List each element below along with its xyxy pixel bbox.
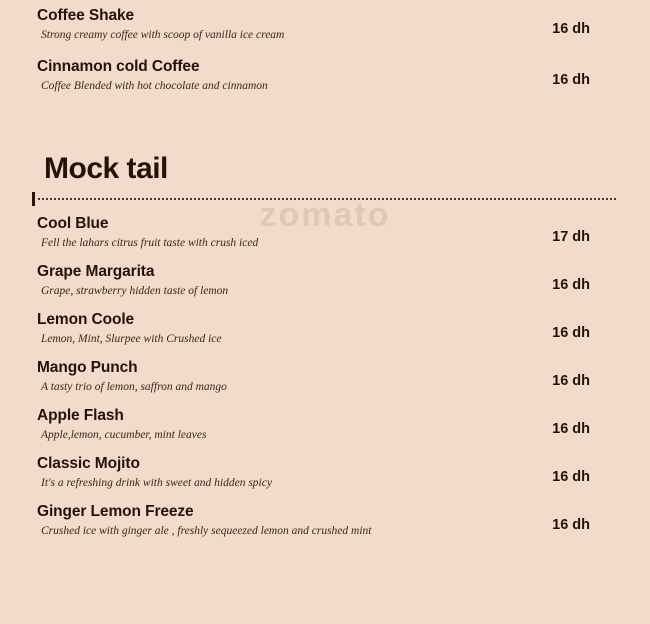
menu-item-name: Mango Punch bbox=[37, 359, 138, 376]
menu-item-description: Apple,lemon, cucumber, mint leaves bbox=[41, 429, 207, 441]
menu-item-description: Grape, strawberry hidden taste of lemon bbox=[41, 285, 229, 297]
menu-item-description: It's a refreshing drink with sweet and hidden spicy bbox=[41, 477, 272, 489]
menu-item-price: 16 dh bbox=[552, 276, 590, 293]
menu-item-price: 16 dh bbox=[552, 324, 590, 341]
menu-item-name: Coffee Shake bbox=[37, 7, 134, 24]
menu-item-row bbox=[37, 454, 618, 491]
menu-item-name: Cinnamon cold Coffee bbox=[37, 58, 200, 75]
menu-item-texts bbox=[37, 358, 552, 395]
menu-item-row bbox=[37, 502, 618, 539]
menu-item-texts bbox=[37, 57, 552, 94]
menu-item-name: Cool Blue bbox=[37, 215, 109, 232]
menu-item-price: 16 dh bbox=[552, 372, 590, 389]
menu-item-name: Classic Mojito bbox=[37, 455, 140, 472]
menu-item-description: A tasty trio of lemon, saffron and mango bbox=[41, 381, 227, 393]
menu-item-row bbox=[37, 6, 618, 43]
menu-item-texts bbox=[37, 214, 552, 251]
menu-item-description: Lemon, Mint, Slurpee with Crushed ice bbox=[41, 333, 222, 345]
menu-item-row bbox=[37, 310, 618, 347]
menu-item-texts bbox=[37, 454, 552, 491]
menu-item bbox=[32, 262, 618, 299]
menu-item-price: 16 dh bbox=[552, 516, 590, 533]
menu-item-name: Apple Flash bbox=[37, 407, 124, 424]
menu-item-name: Grape Margarita bbox=[37, 263, 155, 280]
section-gap bbox=[32, 108, 618, 152]
menu-item-price: 16 dh bbox=[552, 20, 590, 37]
menu-item bbox=[32, 6, 618, 43]
menu-item-texts bbox=[37, 406, 552, 443]
menu-item-name: Lemon Coole bbox=[37, 311, 135, 328]
menu-item-row bbox=[37, 358, 618, 395]
menu-item-description: Strong creamy coffee with scoop of vanilla ice cream bbox=[41, 29, 285, 41]
menu-item-name: Ginger Lemon Freeze bbox=[37, 503, 194, 520]
section-title-mock-tail: Mock tail bbox=[44, 152, 168, 185]
section-divider bbox=[32, 192, 618, 206]
menu-item bbox=[32, 310, 618, 347]
zomato-watermark: zomato bbox=[259, 196, 391, 234]
menu-item-row bbox=[37, 262, 618, 299]
menu-item-price: 16 dh bbox=[552, 468, 590, 485]
menu-item-description: Crushed ice with ginger ale , freshly sequeezed lemon and crushed mint bbox=[41, 525, 372, 537]
menu-item-row bbox=[37, 406, 618, 443]
divider-tick bbox=[32, 192, 35, 206]
divider-dots bbox=[38, 198, 616, 200]
menu-item-description: Fell the lahars citrus fruit taste with crush iced bbox=[41, 237, 259, 249]
menu-item bbox=[32, 57, 618, 94]
coffee-section bbox=[32, 6, 618, 94]
menu-item bbox=[32, 502, 618, 539]
menu-item-price: 17 dh bbox=[552, 228, 590, 245]
menu-item bbox=[32, 406, 618, 443]
mock-tail-section bbox=[32, 214, 618, 539]
menu-item-texts bbox=[37, 502, 552, 539]
menu-item-row bbox=[37, 57, 618, 94]
menu-item-description: Coffee Blended with hot chocolate and cinnamon bbox=[41, 80, 268, 92]
menu-item-texts bbox=[37, 262, 552, 299]
menu-item-texts bbox=[37, 310, 552, 347]
menu-item bbox=[32, 214, 618, 251]
menu-item-row bbox=[37, 214, 618, 251]
menu-item bbox=[32, 358, 618, 395]
menu-item-price: 16 dh bbox=[552, 420, 590, 437]
menu-item bbox=[32, 454, 618, 491]
menu-item-price: 16 dh bbox=[552, 71, 590, 88]
menu-item-texts bbox=[37, 6, 552, 43]
